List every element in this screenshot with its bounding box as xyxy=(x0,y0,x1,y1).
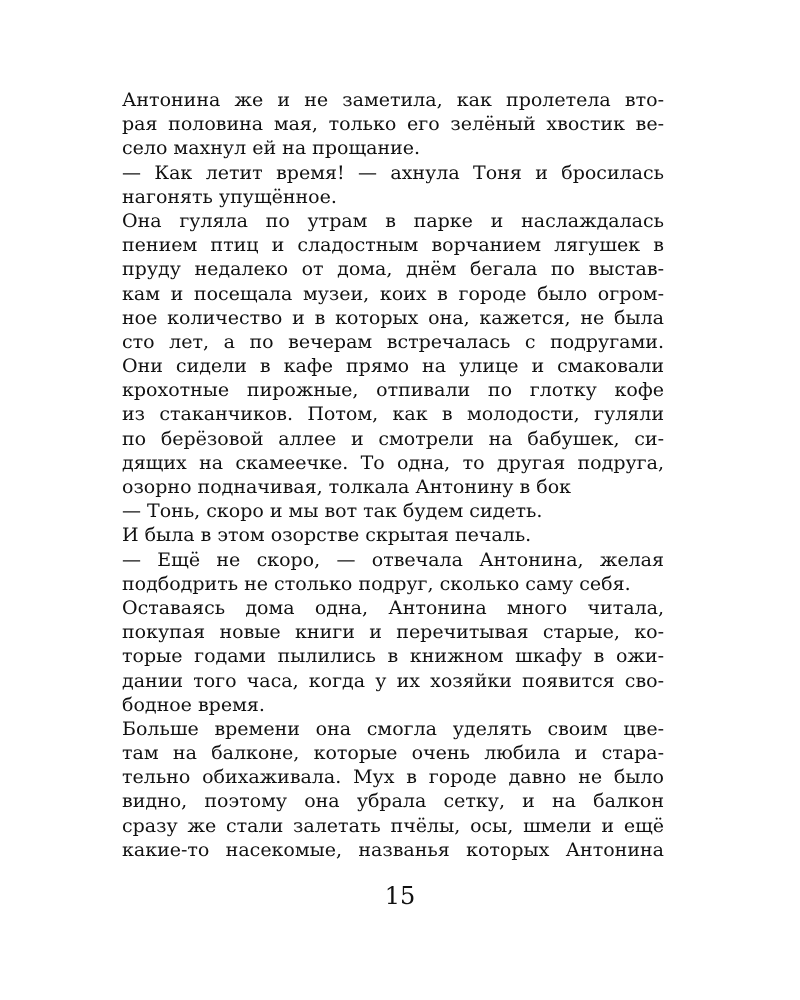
text-line: торые годами пылились в книжном шкафу в ожи- xyxy=(122,645,664,668)
text-line: там на балконе, которые очень любила и стара- xyxy=(122,742,664,765)
text-line: кам и посещала музеи, коих в городе было огром- xyxy=(122,282,664,305)
text-line: Антонина же и не заметила, как пролетела вто- xyxy=(122,89,664,111)
text-line: дании того часа, когда у их хозяйки появится сво- xyxy=(122,669,664,692)
text-line: — Как летит время! — ахнула Тоня и бросилась xyxy=(122,161,664,184)
text-line: сто лет, а по вечерам встречалась с подругами. xyxy=(122,330,664,353)
text-line: сразу же стали залетать пчёлы, осы, шмели и ещё xyxy=(122,814,664,837)
text-line: И была в этом озорстве скрытая печаль. xyxy=(122,524,532,547)
text-line: Она гуляла по утрам в парке и наслаждалась xyxy=(122,209,664,232)
text-line: тельно обихаживала. Мух в городе давно не было xyxy=(122,766,664,789)
text-line: рая половина мая, только его зелёный хвостик ве- xyxy=(122,113,664,136)
text-line: из стаканчиков. Потом, как в молодости, гуляли xyxy=(122,403,664,426)
text-line: Больше времени она смогла уделять своим цве- xyxy=(122,717,664,740)
text-line: — Ещё не скоро, — отвечала Антонина, желая xyxy=(122,548,664,571)
text-line: ное количество и в которых она, кажется, не была xyxy=(122,306,664,329)
text-line: по берёзовой аллее и смотрели на бабушек, си- xyxy=(122,427,664,450)
text-line: дящих на скамеечке. То одна, то другая подруга, xyxy=(122,451,664,474)
page-body-text xyxy=(122,88,664,862)
text-line: нагонять упущённое. xyxy=(122,185,337,208)
text-line: Оставаясь дома одна, Антонина много читала, xyxy=(122,596,664,619)
text-line: покупая новые книги и перечитывая старые, ко- xyxy=(122,621,664,644)
text-line: село махнул ей на прощание. xyxy=(122,137,421,160)
text-line: видно, поэтому она убрала сетку, и на балкон xyxy=(122,790,664,813)
text-line: пением птиц и сладостным ворчанием лягушек в xyxy=(122,234,664,257)
text-line: — Тонь, скоро и мы вот так будем сидеть. xyxy=(122,500,543,523)
text-line: крохотные пирожные, отпивали по глотку кофе xyxy=(122,379,664,402)
text-line: какие-то насекомые, названья которых Антонина xyxy=(122,838,664,861)
text-line: озорно подначивая, толкала Антонину в бок xyxy=(122,476,572,498)
text-line: бодное время. xyxy=(122,693,265,716)
text-line: Они сидели в кафе прямо на улице и смаковали xyxy=(122,355,664,378)
page-number: 15 xyxy=(384,882,416,910)
text-line: подбодрить не столько подруг, сколько саму себя. xyxy=(122,572,631,595)
text-line: пруду недалеко от дома, днём бегала по выстав- xyxy=(122,258,664,281)
